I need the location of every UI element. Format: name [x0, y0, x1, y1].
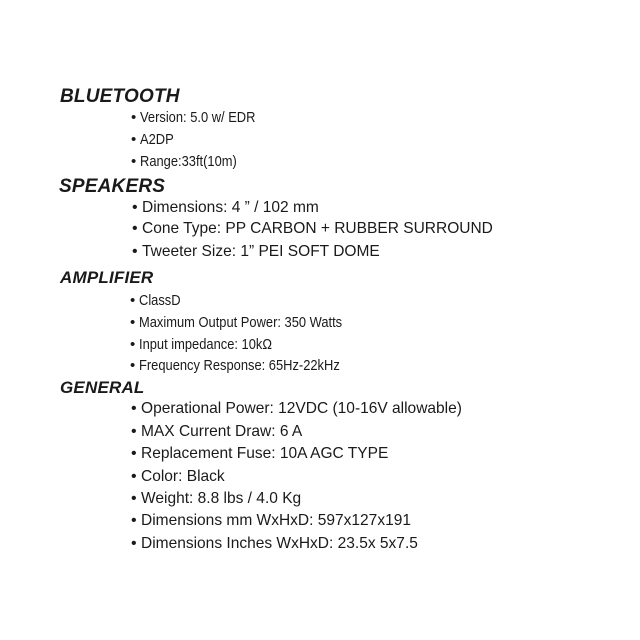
bullet: • [130, 314, 136, 331]
bluetooth-a2dp-text: A2DP [140, 131, 174, 148]
amplifier-impedance-item [130, 336, 294, 353]
speakers-tweeter-text: Tweeter Size: 1” PEI SOFT DOME [141, 243, 380, 260]
bluetooth-range-text: Range:33ft(10m) [140, 153, 238, 170]
amplifier-power-text: Maximum Output Power: 350 Watts [139, 314, 343, 331]
amplifier-impedance-text: Input impedance: 10kΩ [139, 336, 273, 353]
amplifier-class-text: ClassD [139, 292, 181, 309]
bullet: • [132, 243, 138, 260]
general-dimensions-inches-item [131, 535, 426, 553]
general-dimensions-mm-item [131, 512, 419, 530]
amplifier-power-item [130, 314, 375, 331]
general-weight-text: Weight: 8.8 lbs / 4.0 Kg [140, 490, 301, 507]
general-color-item [131, 468, 227, 486]
general-color-text: Color: Black [140, 468, 225, 485]
bullet: • [130, 336, 136, 353]
bullet: • [130, 292, 136, 309]
bullet: • [131, 512, 137, 529]
general-current-item [131, 423, 307, 441]
bullet: • [132, 199, 138, 216]
bullet: • [131, 400, 137, 417]
bullet: • [131, 109, 137, 126]
bullet: • [131, 535, 137, 552]
speakers-dimensions-item [132, 199, 324, 217]
amplifier-frequency-text: Frequency Response: 65Hz-22kHz [139, 357, 341, 374]
bullet: • [131, 153, 137, 170]
amplifier-heading: AMPLIFIER [60, 268, 154, 287]
bluetooth-range-item [131, 153, 253, 170]
general-power-text: Operational Power: 12VDC (10-16V allowable) [140, 400, 462, 417]
bullet: • [131, 131, 137, 148]
bullet: • [130, 357, 136, 374]
bluetooth-version-text: Version: 5.0 w/ EDR [140, 109, 256, 126]
general-current-text: MAX Current Draw: 6 A [140, 423, 302, 440]
bullet: • [131, 423, 137, 440]
speakers-cone-text: Cone Type: PP CARBON + RUBBER SURROUND [141, 220, 493, 237]
general-power-item [131, 400, 471, 418]
speakers-heading: SPEAKERS [59, 176, 166, 197]
general-fuse-item [131, 445, 396, 463]
bullet: • [131, 445, 137, 462]
general-fuse-text: Replacement Fuse: 10A AGC TYPE [140, 445, 388, 462]
bluetooth-a2dp-item [131, 131, 179, 148]
bluetooth-version-item [131, 109, 275, 126]
bluetooth-heading: BLUETOOTH [60, 86, 180, 107]
amplifier-class-item [130, 292, 188, 309]
speakers-tweeter-item [132, 243, 387, 261]
bullet: • [131, 468, 137, 485]
general-weight-item [131, 490, 306, 508]
speakers-cone-item [132, 220, 503, 238]
bullet: • [132, 220, 138, 237]
amplifier-frequency-item [130, 357, 373, 374]
speakers-dimensions-text: Dimensions: 4 ” / 102 mm [141, 199, 319, 216]
general-heading: GENERAL [60, 378, 145, 397]
bullet: • [131, 490, 137, 507]
general-dimensions-inches-text: Dimensions Inches WxHxD: 23.5x 5x7.5 [140, 535, 418, 552]
general-dimensions-mm-text: Dimensions mm WxHxD: 597x127x191 [140, 512, 411, 529]
